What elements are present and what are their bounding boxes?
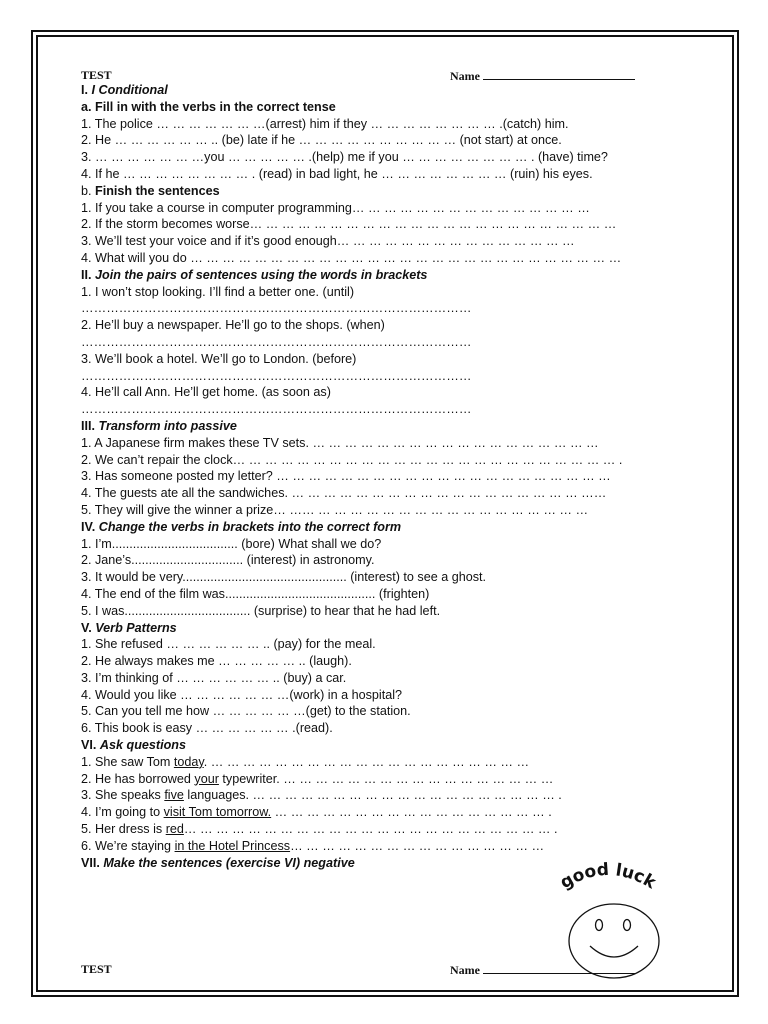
- line-text: 6. This book is easy … … … … … … .(read).: [81, 721, 333, 736]
- line-text: 1. I won’t stop looking. I’ll find a better one. (until): [81, 284, 355, 299]
- line-text: 3. She speaks: [81, 788, 165, 803]
- text-line: [81, 132, 691, 149]
- line-text: 3. It would be very............................................... (interest) to see a ghost.: [81, 570, 487, 585]
- line-text: 3. We’ll book a hotel. We’ll go to London. (before): [81, 351, 357, 366]
- line-text: 4. He’ll call Ann. He’ll get home. (as soon as): [81, 385, 331, 400]
- line-text: typewriter. … … … … … … … … … … … … … … … … …: [218, 771, 554, 786]
- text-line: [81, 804, 691, 821]
- line-text: 5. I was.................................... (surprise) to hear that he had left.: [81, 603, 441, 618]
- header-name-blank[interactable]: [483, 68, 635, 80]
- text-line: [81, 519, 691, 536]
- good-luck-label: good luck: [556, 859, 660, 894]
- line-text: 2. He … … … … … … .. (be) late if he … … … … … … … … … … (not start) at once.: [81, 133, 562, 148]
- text-line: [81, 317, 691, 334]
- text-line: [81, 636, 691, 653]
- line-text: 1. I’m.................................... (bore) What shall we do?: [81, 536, 382, 551]
- line-text: your: [194, 771, 219, 786]
- text-line: [81, 771, 691, 788]
- text-line: [81, 569, 691, 586]
- text-line: [81, 82, 691, 99]
- line-text: …………………………………………………………………………………: [81, 301, 472, 316]
- footer-name-field[interactable]: [450, 962, 635, 978]
- text-line: [81, 536, 691, 553]
- line-text: … … … … … … … … … … … … … … … … … .: [271, 805, 552, 820]
- text-line: [81, 200, 691, 217]
- line-text: 4. Would you like … … … … … … …(work) in a hospital?: [81, 687, 403, 702]
- text-line: [81, 250, 691, 267]
- line-text: …………………………………………………………………………………: [81, 402, 472, 417]
- footer-name-label: Name: [450, 963, 480, 977]
- text-line: [81, 267, 691, 284]
- line-text: … … … … … … … … … … … … … … … … … … … … … … … .: [183, 822, 558, 837]
- text-line: [81, 401, 691, 418]
- text-line: [81, 368, 691, 385]
- section-heading-text: VI.: [81, 738, 100, 753]
- line-text: languages. … … … … … … … … … … … … … … … … … … … .: [183, 788, 562, 803]
- line-text: 2. Jane’s................................ (interest) in astronomy.: [81, 553, 375, 568]
- line-text: 3. Has someone posted my letter? … … … … … … … … … … … … … … … … … … … … …: [81, 469, 611, 484]
- section-heading-text: Transform into passive: [98, 418, 237, 433]
- section-heading-text: II.: [81, 267, 95, 282]
- footer-name-blank[interactable]: [483, 962, 635, 974]
- text-line: [81, 670, 691, 687]
- text-line: [81, 687, 691, 704]
- text-line: [81, 216, 691, 233]
- line-text: 3. … … … … … … …you … … … … … .(help) me if you … … … … … … … … . (have) time?: [81, 150, 608, 165]
- text-line: [81, 720, 691, 737]
- text-line: [81, 754, 691, 771]
- section-heading-text: IV.: [81, 519, 99, 534]
- test-body: [81, 82, 691, 871]
- line-text: 4. If he … … … … … … … … . (read) in bad light, he … … … … … … … … (ruin) his eyes.: [81, 166, 593, 181]
- line-text: . … … … … … … … … … … … … … … … … … … … …: [203, 754, 530, 769]
- text-line: [81, 384, 691, 401]
- line-text: …………………………………………………………………………………: [81, 334, 472, 349]
- text-line: [81, 586, 691, 603]
- line-text: in the Hotel Princess: [174, 838, 291, 853]
- line-text: 1. The police … … … … … … …(arrest) him if they … … … … … … … … .(catch) him.: [81, 116, 569, 131]
- line-text: today: [173, 754, 204, 769]
- header-name-label: Name: [450, 69, 480, 83]
- text-line: [81, 452, 691, 469]
- text-line: [81, 552, 691, 569]
- section-heading-text: VII.: [81, 855, 104, 870]
- text-line: [81, 620, 691, 637]
- text-line: [81, 787, 691, 804]
- line-text: 2. If the storm becomes worse… … … … … … … … … … … … … … … … … … … … … … …: [81, 217, 617, 232]
- section-heading-text: V.: [81, 620, 96, 635]
- section-heading-text: I Conditional: [91, 83, 168, 97]
- text-line: [81, 166, 691, 183]
- line-text: five: [164, 788, 184, 803]
- section-heading-text: Verb Patterns: [95, 620, 177, 635]
- line-text: 5. Can you tell me how … … … … … …(get) to the station.: [81, 704, 411, 719]
- text-line: [81, 351, 691, 368]
- line-text: …………………………………………………………………………………: [81, 368, 472, 383]
- line-text: 6. We’re staying: [81, 838, 175, 853]
- line-text: 1. If you take a course in computer programming… … … … … … … … … … … … … … …: [81, 200, 590, 215]
- line-text: 4. The end of the film was........................................... (frighten): [81, 586, 430, 601]
- section-heading-text: a. Fill in with the verbs in the correct tense: [81, 99, 336, 114]
- line-text: 3. I’m thinking of … … … … … … .. (buy) a car.: [81, 670, 347, 685]
- text-line: [81, 149, 691, 166]
- section-heading-text: Ask questions: [99, 738, 186, 753]
- header-test-label: TEST: [81, 68, 112, 82]
- text-line: [81, 737, 691, 754]
- text-line: [81, 821, 691, 838]
- line-text: visit Tom tomorrow.: [163, 805, 272, 820]
- section-heading-text: III.: [81, 418, 99, 433]
- line-text: 4. What will you do … … … … … … … … … … … … … … … … … … … … … … … … … … …: [81, 250, 622, 265]
- text-line: [81, 603, 691, 620]
- text-line: [81, 653, 691, 670]
- text-line: [81, 233, 691, 250]
- text-line: [81, 838, 691, 855]
- text-line: [81, 300, 691, 317]
- section-heading-text: I.: [81, 83, 92, 97]
- line-text: 2. We can’t repair the clock… … … … … … … … … … … … … … … … … … … … … … … … .: [81, 452, 623, 467]
- line-text: 4. I’m going to: [81, 805, 164, 820]
- line-text: 3. We’ll test your voice and if it’s good enough… … … … … … … … … … … … … … …: [81, 234, 575, 249]
- section-heading-text: Join the pairs of sentences using the words in brackets: [95, 267, 428, 282]
- section-heading-text: Make the sentences (exercise VI) negative: [103, 855, 355, 870]
- line-text: 2. He always makes me … … … … … .. (laugh).: [81, 654, 352, 669]
- text-line: [81, 703, 691, 720]
- line-text: 1. She saw Tom: [81, 754, 174, 769]
- line-text: 4. The guests ate all the sandwiches. … … … … … … … … … … … … … … … … … … ……: [81, 486, 607, 501]
- section-heading-text: Finish the sentences: [95, 183, 220, 198]
- text-line: [81, 99, 691, 116]
- text-line: [81, 284, 691, 301]
- good-luck-text: [556, 858, 660, 898]
- text-line: [81, 435, 691, 452]
- text-line: [81, 502, 691, 519]
- line-text: red: [165, 822, 184, 837]
- line-text: 2. He’ll buy a newspaper. He’ll go to the shops. (when): [81, 318, 385, 333]
- text-line: [81, 468, 691, 485]
- line-text: … … … … … … … … … … … … … … … …: [290, 838, 545, 853]
- text-line: [81, 183, 691, 200]
- text-line: [81, 116, 691, 133]
- line-text: 5. Her dress is: [81, 822, 166, 837]
- line-text: 5. They will give the winner a prize… …… … … … … … … … … … … … … … … … … …: [81, 502, 589, 517]
- svg-text:good luck: [557, 860, 660, 894]
- text-line: [81, 485, 691, 502]
- text-line: [81, 334, 691, 351]
- line-text: 1. A Japanese firm makes these TV sets. … … … … … … … … … … … … … … … … … …: [81, 435, 599, 450]
- line-text: 2. He has borrowed: [81, 771, 195, 786]
- line-text: 1. She refused … … … … … … .. (pay) for the meal.: [81, 637, 376, 652]
- line-text: b.: [81, 183, 96, 198]
- section-heading-text: Change the verbs in brackets into the correct form: [98, 519, 402, 534]
- footer-test-label: TEST: [81, 962, 112, 976]
- text-line: [81, 418, 691, 435]
